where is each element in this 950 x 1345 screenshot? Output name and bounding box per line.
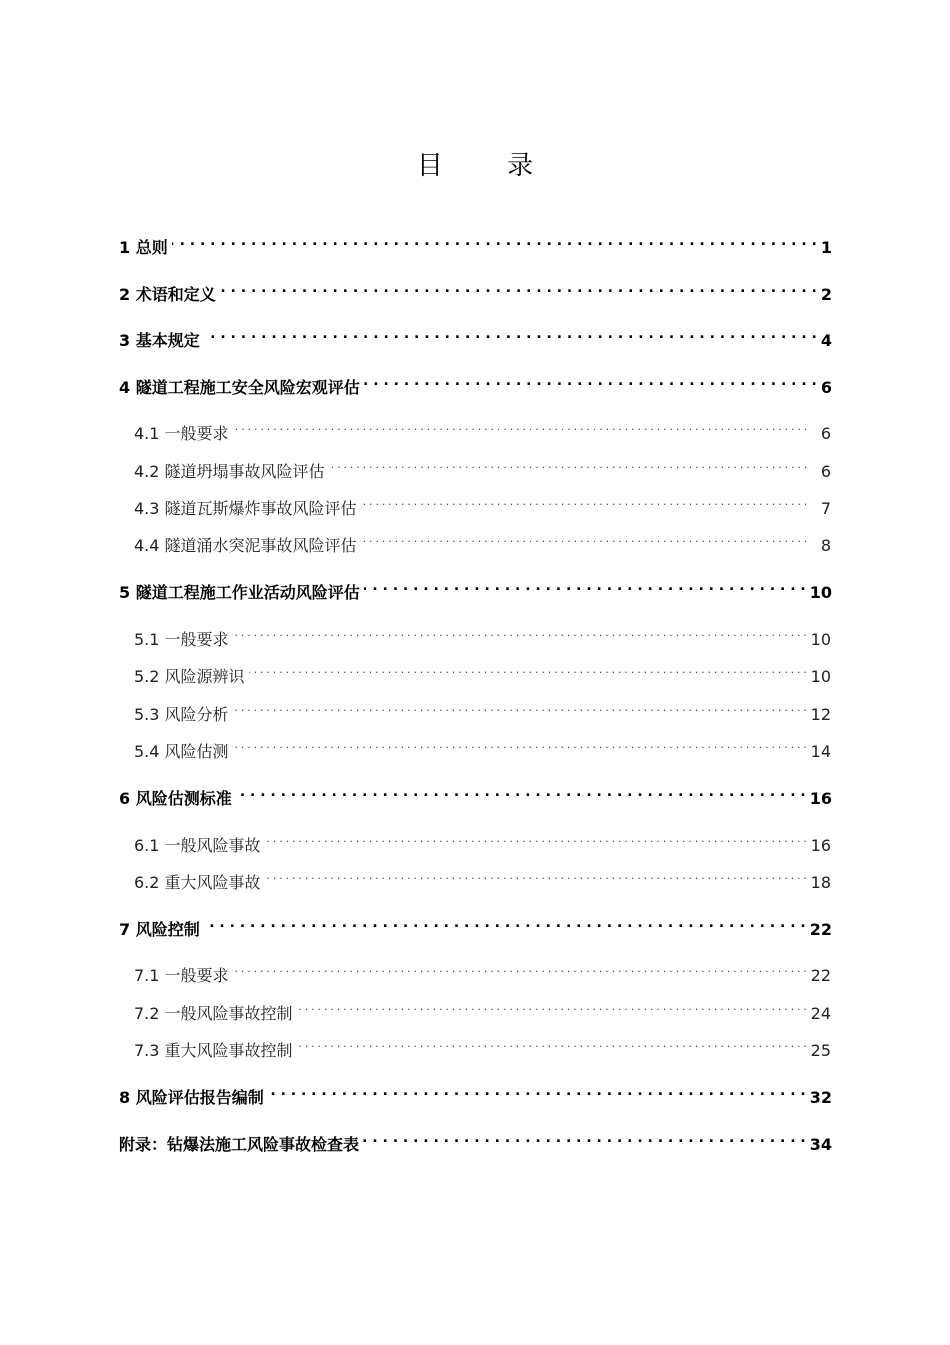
toc-entry-label: 4.2 隧道坍塌事故风险评估 [134,462,325,481]
dot-leader [265,827,807,851]
dot-leader [297,995,807,1019]
dot-leader [265,864,807,888]
dot-leader [233,415,807,439]
dot-leader [172,229,817,253]
toc-entry-label: 7.1 一般要求 [134,966,229,985]
toc-entry-4-4[interactable] [134,527,831,555]
toc-entry-label: 5.1 一般要求 [134,630,229,649]
toc-entry-label: 5.4 风险估测 [134,742,229,761]
toc-entry-page: 16 [810,836,831,855]
toc-entry-page: 10 [810,667,831,686]
dot-leader [361,527,807,551]
toc-entry-5-2[interactable] [134,658,831,686]
toc-entry-page: 6 [820,462,831,481]
toc-entry-page: 12 [810,705,831,724]
toc-entry-page: 8 [820,536,831,555]
dot-leader [363,1126,806,1150]
toc-entry-page: 25 [810,1041,831,1060]
toc-entry-label: 7.3 重大风险事故控制 [134,1041,293,1060]
toc-entry-label: 4.1 一般要求 [134,424,229,443]
toc-entry-label: 5.2 风险源辨识 [134,667,245,686]
dot-leader [204,322,817,346]
dot-leader [233,696,807,720]
toc-entry-label: 4.3 隧道瓦斯爆炸事故风险评估 [134,499,357,518]
dot-leader [236,780,806,804]
toc-entry-page: 34 [809,1135,832,1154]
toc-entry-1[interactable] [119,229,832,257]
dot-leader [364,369,817,393]
toc-entry-7-3[interactable] [134,1032,831,1060]
toc-entry-6-2[interactable] [134,864,831,892]
dot-leader [297,1032,807,1056]
toc-entry-label: 6 风险估测标准 [119,789,232,808]
toc-entry-page: 14 [810,742,831,761]
toc-entry-5-3[interactable] [134,696,831,724]
toc-entry-page: 22 [810,966,831,985]
toc-entry-label: 4 隧道工程施工安全风险宏观评估 [119,378,360,397]
toc-entry-5-4[interactable] [134,733,831,761]
toc-entry-label: 7 风险控制 [119,920,200,939]
toc-entry-4-1[interactable] [134,415,831,443]
dot-leader [204,911,806,935]
toc-entry-label: 1 总则 [119,238,168,257]
toc-entry-4[interactable] [119,369,832,397]
toc-entry-7-1[interactable] [134,957,831,985]
toc-entry-page: 18 [810,873,831,892]
toc-entry-7[interactable] [119,911,832,939]
toc-entry-5-1[interactable] [134,621,831,649]
toc-entry-appendix[interactable] [119,1126,832,1154]
toc-entry-4-2[interactable] [134,453,831,481]
dot-leader [220,276,817,300]
toc-entry-label: 6.1 一般风险事故 [134,836,261,855]
toc-entry-page: 7 [820,499,831,518]
toc-entry-page: 32 [809,1088,832,1107]
toc-entry-label: 2 术语和定义 [119,285,216,304]
toc-entry-page: 4 [820,331,832,350]
toc-entry-page: 16 [809,789,832,808]
toc-entry-3[interactable] [119,322,832,350]
toc-entry-8[interactable] [119,1079,832,1107]
dot-leader [361,490,807,514]
dot-leader [329,453,807,477]
toc-entry-page: 1 [820,238,832,257]
dot-leader [364,574,806,598]
toc-entry-7-2[interactable] [134,995,831,1023]
toc-entry-label: 附录：钻爆法施工风险事故检查表 [119,1135,360,1154]
toc-entry-page: 10 [810,630,831,649]
toc-entry-label: 8 风险评估报告编制 [119,1088,264,1107]
toc-entry-5[interactable] [119,574,832,602]
toc-entry-page: 6 [820,424,831,443]
toc-entry-label: 7.2 一般风险事故控制 [134,1004,293,1023]
toc-entry-page: 6 [820,378,832,397]
toc-entry-4-3[interactable] [134,490,831,518]
page-title: 目 录 [416,151,562,181]
toc-entry-6-1[interactable] [134,827,831,855]
toc-entry-page: 2 [820,285,832,304]
toc-entry-label: 5 隧道工程施工作业活动风险评估 [119,583,360,602]
dot-leader [249,658,807,682]
toc-entry-page: 24 [810,1004,831,1023]
toc-entry-label: 5.3 风险分析 [134,705,229,724]
toc-entry-label: 3 基本规定 [119,331,200,350]
toc-entry-page: 10 [809,583,832,602]
dot-leader [233,621,807,645]
toc-entry-label: 6.2 重大风险事故 [134,873,261,892]
dot-leader [268,1079,806,1103]
toc-entry-6[interactable] [119,780,832,808]
toc-entry-label: 4.4 隧道涌水突泥事故风险评估 [134,536,357,555]
dot-leader [233,957,807,981]
toc-entry-2[interactable] [119,276,832,304]
dot-leader [233,733,807,757]
toc-entry-page: 22 [809,920,832,939]
